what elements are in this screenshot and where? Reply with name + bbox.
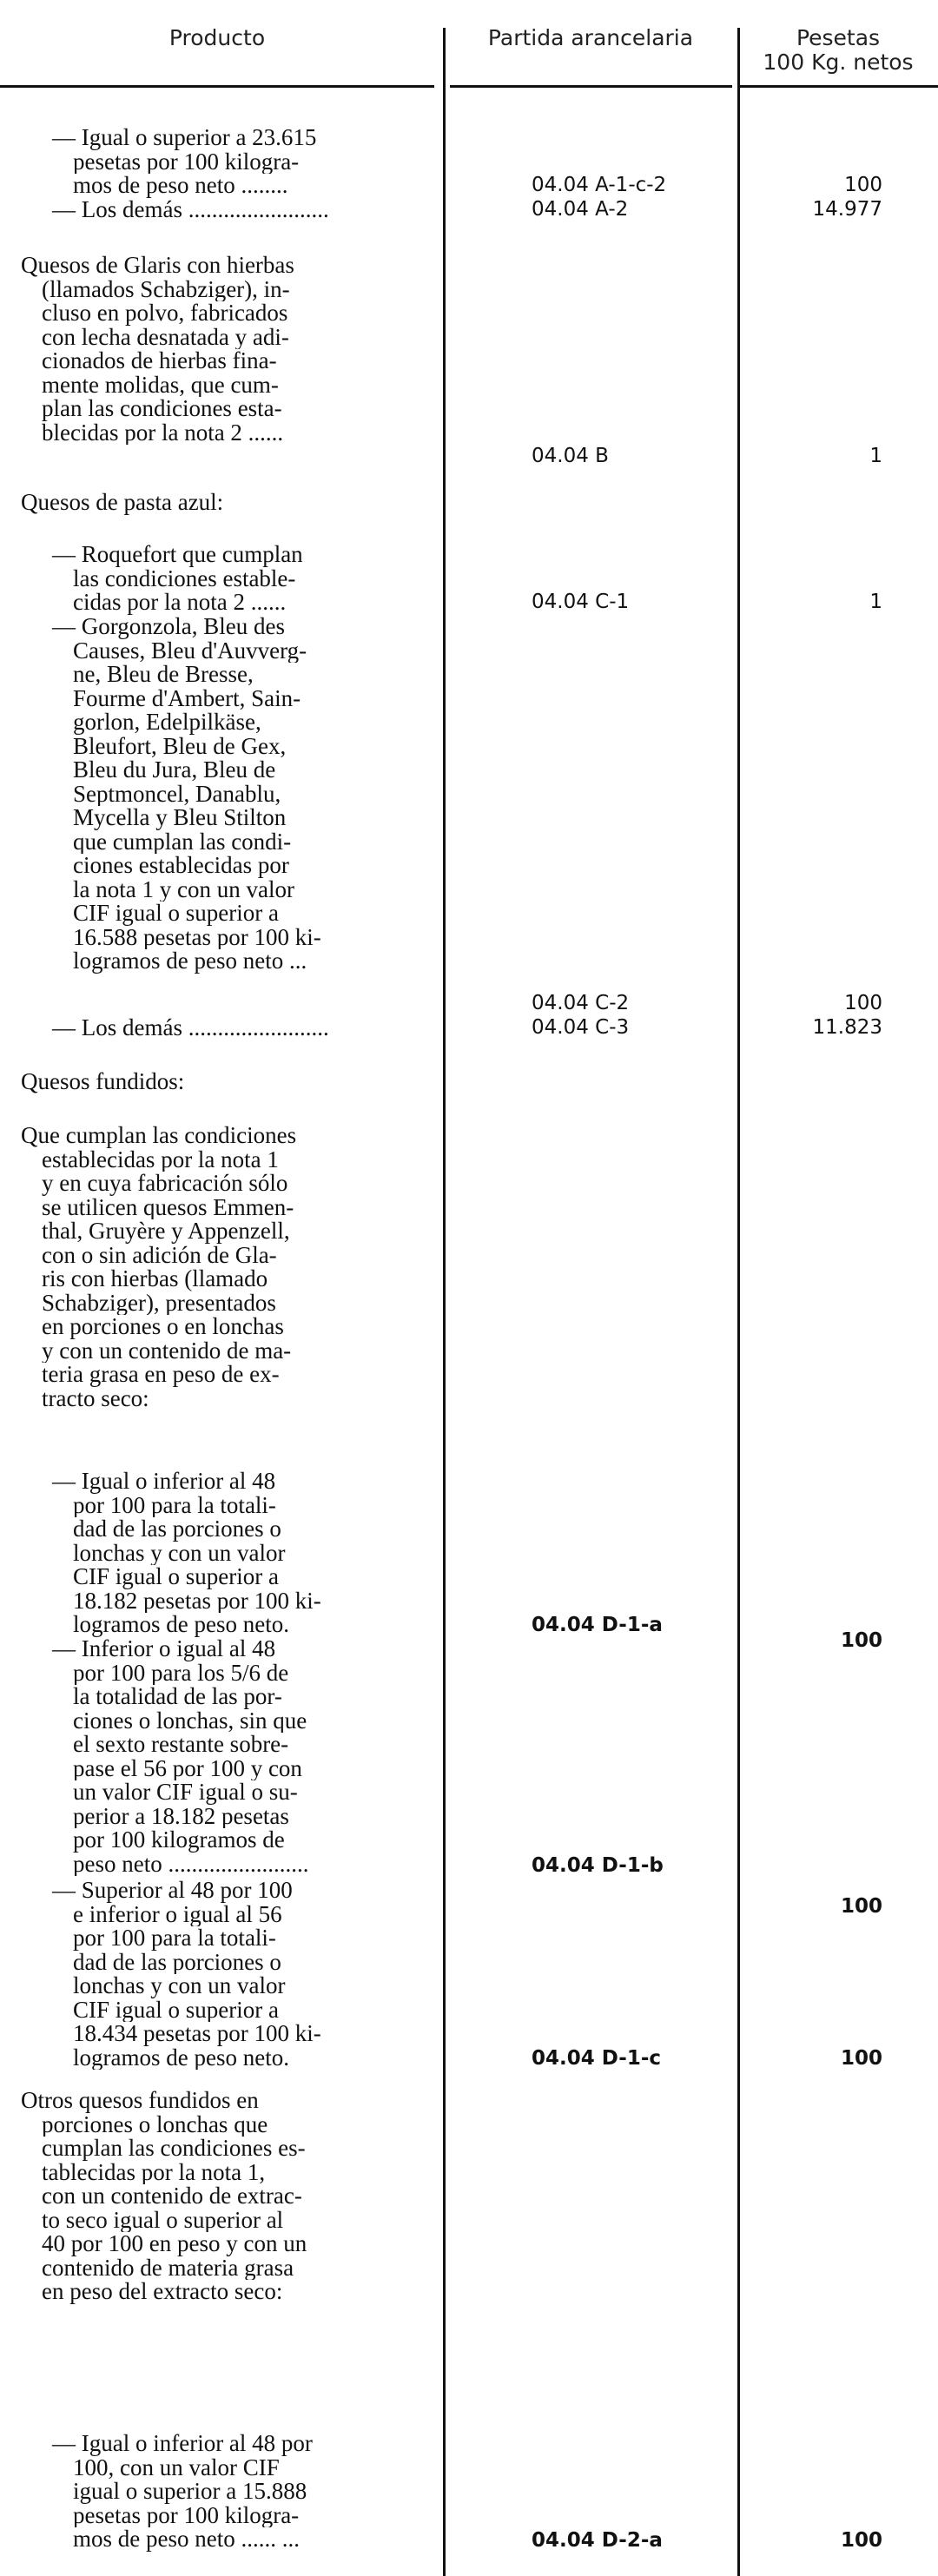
desc-line: — Igual o inferior al 48 por: [52, 2432, 313, 2456]
desc-line: las condiciones estable-: [73, 566, 296, 591]
desc-line: e inferior o igual al 56: [73, 1902, 282, 1926]
desc-block-7: [21, 1016, 436, 1040]
desc-line: el sexto restante sobre-: [73, 1733, 289, 1757]
partida-cell: 04.04 D-1-c: [532, 2047, 662, 2070]
desc-line: por 100 para la totali-: [73, 1493, 276, 1517]
desc-line: — Igual o superior a 23.615: [52, 126, 317, 150]
desc-line: CIF igual o superior a: [73, 1998, 279, 2022]
desc-line: plan las condiciones esta-: [42, 397, 282, 421]
desc-line: Quesos de Glaris con hierbas: [21, 254, 294, 278]
desc-line: lonchas y con un valor: [73, 1974, 286, 1998]
desc-line: igual o superior a 15.888: [73, 2480, 307, 2504]
desc-line: pase el 56 por 100 y con: [73, 1756, 302, 1780]
desc-line: en porciones o en lonchas: [42, 1315, 284, 1339]
desc-block-1: [21, 126, 436, 198]
desc-block-10: [21, 1470, 436, 1637]
desc-block-4: [21, 491, 436, 515]
desc-line: — Los demás ........................: [52, 1016, 329, 1040]
desc-line: dad de las porciones o: [73, 1950, 281, 1974]
desc-line: con un contenido de extrac-: [42, 2184, 302, 2209]
desc-line: peso neto ........................: [73, 1852, 309, 1876]
pesetas-cell: 1: [869, 445, 882, 467]
desc-line: logramos de peso neto.: [73, 1613, 289, 1637]
desc-line: Quesos de pasta azul:: [21, 491, 224, 515]
desc-line: — Los demás ........................: [52, 198, 329, 222]
desc-line: pesetas por 100 kilogra-: [73, 2503, 300, 2527]
desc-line: Fourme d'Ambert, Sain-: [73, 686, 301, 710]
desc-line: logramos de peso neto.: [73, 2045, 289, 2070]
desc-line: Otros quesos fundidos en: [21, 2089, 259, 2113]
desc-line: Causes, Bleu d'Auvverg-: [73, 638, 307, 663]
desc-line: cidas por la nota 2 ......: [73, 591, 287, 615]
pesetas-cell: 1: [869, 591, 882, 613]
desc-line: por 100 kilogramos de: [73, 1828, 285, 1853]
desc-line: cumplan las condiciones es-: [42, 2137, 306, 2161]
desc-line: blecidas por la nota 2 ......: [42, 420, 284, 445]
desc-line: 40 por 100 en peso y con un: [42, 2232, 307, 2256]
desc-block-11: [21, 1637, 436, 1876]
desc-line: la totalidad de las por-: [73, 1685, 282, 1709]
desc-line: con o sin adición de Gla-: [42, 1243, 277, 1267]
desc-line: 100, con un valor CIF: [73, 2455, 280, 2480]
desc-line: cionados de hierbas fina-: [42, 349, 277, 373]
desc-line: mos de peso neto ........: [73, 174, 288, 198]
desc-line: que cumplan las condi-: [73, 829, 292, 854]
desc-line: en peso del extracto seco:: [42, 2280, 283, 2304]
desc-line: Que cumplan las condiciones: [21, 1124, 297, 1148]
desc-block-13: [21, 2089, 436, 2304]
header-rule-pesetas: [740, 85, 938, 88]
desc-line: porciones o lonchas que: [42, 2112, 268, 2137]
desc-block-6: [21, 615, 436, 974]
desc-line: lonchas y con un valor: [73, 1541, 286, 1565]
desc-line: — Roquefort que cumplan: [52, 543, 303, 567]
desc-line: to seco igual o superior al: [42, 2208, 284, 2232]
desc-line: tablecidas por la nota 1,: [42, 2160, 266, 2184]
desc-line: thal, Gruyère y Appenzell,: [42, 1219, 290, 1244]
desc-line: — Inferior o igual al 48: [52, 1637, 276, 1661]
desc-line: (llamados Schabziger), in-: [42, 277, 290, 301]
desc-line: y en cuya fabricación sólo: [42, 1172, 288, 1196]
desc-line: dad de las porciones o: [73, 1517, 281, 1542]
pesetas-cell: 100: [840, 2529, 882, 2552]
header-pesetas-line1: Pesetas: [796, 25, 881, 50]
desc-line: mos de peso neto ...... ...: [73, 2527, 300, 2552]
pesetas-cell: 100: [844, 174, 882, 196]
desc-line: teria grasa en peso de ex-: [42, 1363, 280, 1387]
desc-line: ris con hierbas (llamado: [42, 1267, 268, 1291]
partida-cell: 04.04 A-1-c-2: [532, 174, 667, 196]
desc-line: Bleufort, Bleu de Gex,: [73, 734, 287, 758]
desc-block-3: [21, 254, 436, 445]
column-divider-2: [737, 28, 740, 2576]
pesetas-cell: 100: [840, 2047, 882, 2070]
partida-cell: 04.04 C-2: [532, 992, 630, 1014]
desc-block-12: [21, 1879, 436, 2070]
desc-block-2: [21, 198, 436, 222]
header-rule-partida: [450, 85, 732, 88]
desc-line: Quesos fundidos:: [21, 1070, 185, 1094]
desc-line: mente molidas, que cum-: [42, 373, 279, 397]
pesetas-cell: 100: [844, 992, 882, 1014]
desc-line: por 100 para los 5/6 de: [73, 1661, 289, 1685]
desc-line: tracto seco:: [42, 1386, 149, 1410]
pesetas-cell: 100: [840, 1629, 882, 1652]
desc-line: contenido de materia grasa: [42, 2256, 294, 2280]
desc-block-9: [21, 1124, 436, 1410]
desc-line: 18.182 pesetas por 100 ki-: [73, 1589, 321, 1613]
partida-cell: 04.04 D-1-a: [532, 1614, 663, 1636]
header-pesetas-line2: 100 Kg. netos: [763, 50, 914, 75]
desc-line: Mycella y Bleu Stilton: [73, 806, 287, 830]
desc-line: Schabziger), presentados: [42, 1291, 276, 1315]
desc-line: CIF igual o superior a: [73, 902, 279, 926]
desc-line: la nota 1 y con un valor: [73, 877, 294, 902]
desc-line: y con un contenido de ma-: [42, 1338, 292, 1363]
desc-line: — Superior al 48 por 100: [52, 1879, 293, 1903]
partida-cell: 04.04 C-3: [532, 1016, 630, 1039]
pesetas-cell: 14.977: [812, 198, 882, 221]
desc-line: con lecha desnatada y adi-: [42, 325, 289, 349]
header-producto: Producto: [168, 25, 266, 50]
desc-line: ciones establecidas por: [73, 854, 289, 878]
desc-line: un valor CIF igual o su-: [73, 1780, 298, 1805]
desc-line: 16.588 pesetas por 100 ki-: [73, 925, 321, 949]
partida-cell: 04.04 C-1: [532, 591, 630, 613]
desc-line: — Gorgonzola, Bleu des: [52, 615, 285, 639]
desc-line: logramos de peso neto ...: [73, 949, 307, 974]
desc-line: gorlon, Edelpilkäse,: [73, 710, 261, 735]
desc-line: Bleu du Jura, Bleu de: [73, 758, 276, 783]
pesetas-cell: 11.823: [812, 1016, 882, 1039]
desc-line: cluso en polvo, fabricados: [42, 301, 288, 326]
partida-cell: 04.04 B: [532, 445, 609, 467]
desc-line: Septmoncel, Danablu,: [73, 782, 281, 806]
desc-block-14: [21, 2432, 436, 2552]
pesetas-cell: 100: [840, 1895, 882, 1918]
desc-line: CIF igual o superior a: [73, 1565, 279, 1589]
header-partida: Partida arancelaria: [487, 25, 694, 50]
desc-block-5: [21, 543, 436, 615]
header-pesetas: [738, 26, 938, 75]
partida-cell: 04.04 A-2: [532, 198, 629, 221]
desc-line: se utilicen quesos Emmen-: [42, 1195, 294, 1219]
desc-line: por 100 para la totali-: [73, 1926, 276, 1951]
desc-line: — Igual o inferior al 48: [52, 1470, 276, 1494]
partida-cell: 04.04 D-2-a: [532, 2529, 663, 2552]
partida-cell: 04.04 D-1-b: [532, 1854, 664, 1877]
desc-line: 18.434 pesetas por 100 ki-: [73, 2022, 321, 2046]
desc-line: perior a 18.182 pesetas: [73, 1804, 289, 1828]
header-rule-producto: [0, 85, 434, 88]
column-divider-1: [443, 28, 446, 2576]
desc-line: ciones o lonchas, sin que: [73, 1708, 307, 1733]
desc-line: pesetas por 100 kilogra-: [73, 149, 300, 174]
desc-block-8: [21, 1070, 436, 1094]
desc-line: establecidas por la nota 1: [42, 1147, 279, 1172]
desc-line: ne, Bleu de Bresse,: [73, 663, 254, 687]
